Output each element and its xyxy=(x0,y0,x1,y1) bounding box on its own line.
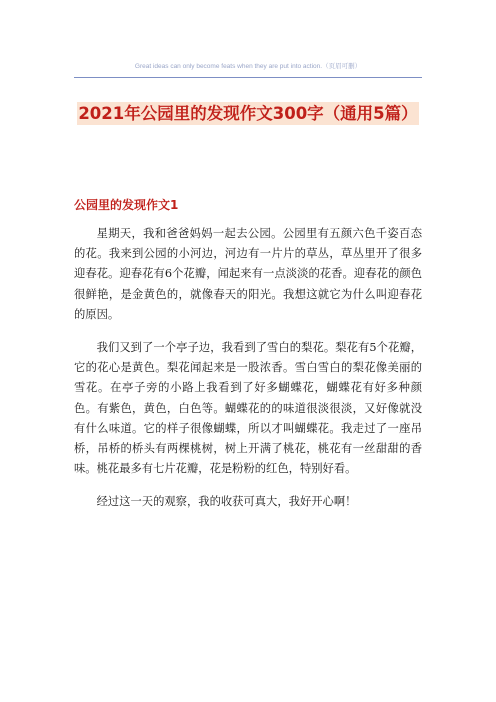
paragraph: 我们又到了一个亭子边，我看到了雪白的梨花。梨花有5个花瓣，它的花心是黄色。梨花闻起来是一股浓香。雪白雪白的梨花像美丽的雪花。在亭子旁的小路上我看到了好多蝴蝶花，蝴蝶花有好多种颜色。有紫色，黄色，白色等。蝴蝶花的的味道很淡很淡，又好像就没有什么味道。它的样子很像蝴蝶，所以才叫蝴蝶花。我走过了一座吊桥，吊桥的桥头有两棵桃树，树上开满了桃花，桃花有一丝甜甜的香味。桃花最多有七片花瓣，花是粉粉的红色，特别好看。 xyxy=(74,341,422,476)
section-heading: 公园里的发现作文1 xyxy=(74,198,179,212)
document-title xyxy=(70,98,426,130)
paragraph: 经过这一天的观察，我的收获可真大，我好开心啊！ xyxy=(96,495,357,509)
header-note: Great ideas can only become feats when they are put into action.（页眉可删） xyxy=(134,63,362,70)
essay-body xyxy=(74,224,422,526)
header-divider xyxy=(74,77,422,78)
paragraph: 星期天，我和爸爸妈妈一起去公园。公园里有五颜六色千姿百态的花。我来到公园的小河边，河边有一片片的草丛，草丛里开了很多迎春花。迎春花有6个花瓣，闻起来有一点淡淡的花香。迎春花的颜色很鲜艳，是金黄色的，就像春天的阳光。我想这就它为什么叫迎春花的原因。 xyxy=(74,227,422,321)
document-title-text: 2021年公园里的发现作文300字（通用5篇） xyxy=(78,104,418,123)
